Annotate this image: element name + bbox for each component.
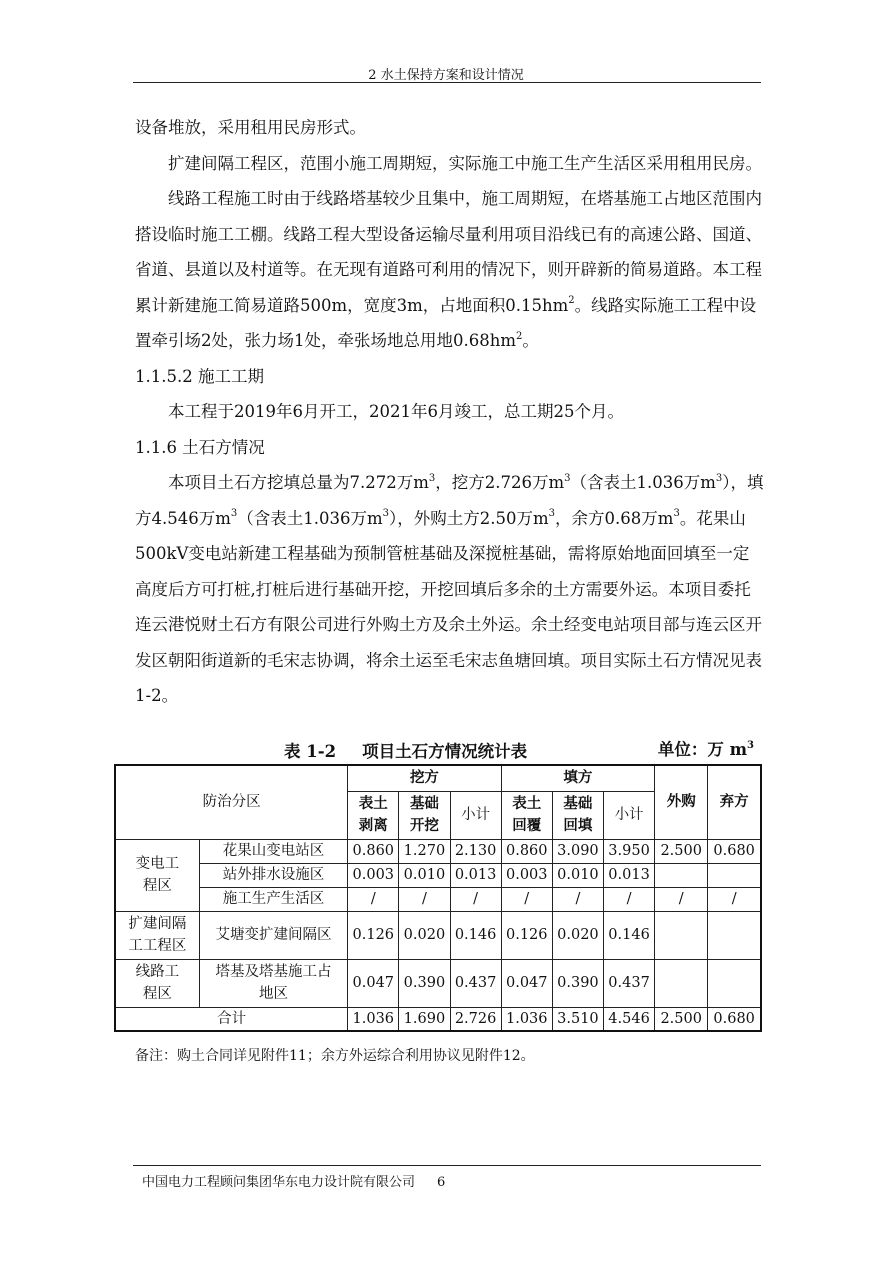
header-cut-subtotal: 小计 (450, 791, 501, 839)
footer-rule (133, 1165, 761, 1166)
header-topsoil-strip: 表土剥离 (348, 791, 399, 839)
table-number: 表 1-2 (284, 742, 337, 761)
header-fill-subtotal: 小计 (603, 791, 654, 839)
earthwork-table (114, 764, 762, 1032)
paragraph-4: 本工程于2019年6月开工，2021年6月竣工，总工期25个月。 (168, 402, 624, 421)
header-rule (133, 82, 761, 83)
paragraph-3: 线路工程施工时由于线路塔基较少且集中，施工周期短，在塔基施工占地区范围内搭设临时施工工棚。线路工程大型设备运输尽量利用项目沿线已有的高速公路、国道、省道、县道以及村道等。在无现有道路可利用的情况下，则开辟新的简易道路。本工程累计新建施工简易道路500m，宽度3m，占地面积$0.15hm^2$。线路实际施工工程中设置牵引场2处，张力场1处，牵张场地总用地$0.68hm^2$。 (135, 189, 762, 350)
page-header-title: 2 水土保持方案和设计情况 (368, 68, 524, 83)
page-number: 6 (437, 1175, 446, 1190)
header-waste: 弃方 (708, 765, 761, 839)
table-title: 项目土石方情况统计表 (362, 742, 528, 761)
header-base-cut: 基础开挖 (399, 791, 450, 839)
table-row: 施工生产生活区 / / / / / / / / (115, 887, 761, 911)
paragraph-1: 设备堆放，采用租用民房形式。 (135, 118, 366, 137)
table-caption (114, 736, 764, 764)
header-purchase: 外购 (655, 765, 708, 839)
table-total-row: 合计 1.036 1.690 2.726 1.036 3.510 4.546 2.500 0.680 (115, 1007, 761, 1031)
header-base-fill: 基础回填 (552, 791, 603, 839)
header-topsoil-cover: 表土回覆 (501, 791, 552, 839)
table-row: 站外排水设施区 0.003 0.010 0.013 0.003 0.010 0.013 (115, 863, 761, 887)
paragraph-5: 本项目土石方挖填总量为7.272万$m^3$，挖方2.726万$m^3$（含表土1.036万$m^3$），填方4.546万$m^3$（含表土1.036万$m^3$），外购土方2.50万$m^3$，余方0.68万$m^3$。花果山500kV变电站新建工程基础为预制管桩基础及深搅桩基础，需将原始地面回填至一定高度后方可打桩,打桩后进行基础开挖，开挖回填后多余的土方需要外运。本项目委托连云港悦财土石方有限公司进行外购土方及余土外运。余土经变电站项目部与连云区开发区朝阳街道新的毛宋志协调，将余土运至毛宋志鱼塘回填。项目实际土石方情况见表1-2。 (135, 472, 764, 705)
document-body (135, 110, 765, 714)
header-zone: 防治分区 (115, 765, 348, 839)
section-heading-earthwork: 1.1.6 土石方情况 (135, 437, 265, 457)
table-row: 扩建间隔工工程区 艾塘变扩建间隔区 0.126 0.020 0.146 0.126 0.020 0.146 (115, 911, 761, 959)
header-fill: 填方 (501, 765, 654, 791)
page-footer (142, 1171, 445, 1190)
table-row: 线路工程区 塔基及塔基施工占地区 0.047 0.390 0.437 0.047 0.390 0.437 (115, 959, 761, 1007)
group-line: 线路工程区 (115, 959, 199, 1007)
table-note: 备注：购土合同详见附件11；余方外运综合利用协议见附件12。 (135, 1048, 535, 1064)
footer-company: 中国电力工程顾问集团华东电力设计院有限公司 (142, 1175, 416, 1190)
group-bay-extension: 扩建间隔工工程区 (115, 911, 199, 959)
section-heading-construction-period: 1.1.5.2 施工工期 (135, 366, 264, 386)
paragraph-2: 扩建间隔工程区，范围小施工周期短，实际施工中施工生产生活区采用租用民房。 (168, 153, 762, 173)
table-unit: 单位：万 $m^3$ (657, 739, 754, 759)
group-substation: 变电工程区 (115, 839, 199, 911)
table-row: 变电工程区 花果山变电站区 0.860 1.270 2.130 0.860 3.090 3.950 2.500 0.680 (115, 839, 761, 863)
header-cut: 挖方 (348, 765, 501, 791)
